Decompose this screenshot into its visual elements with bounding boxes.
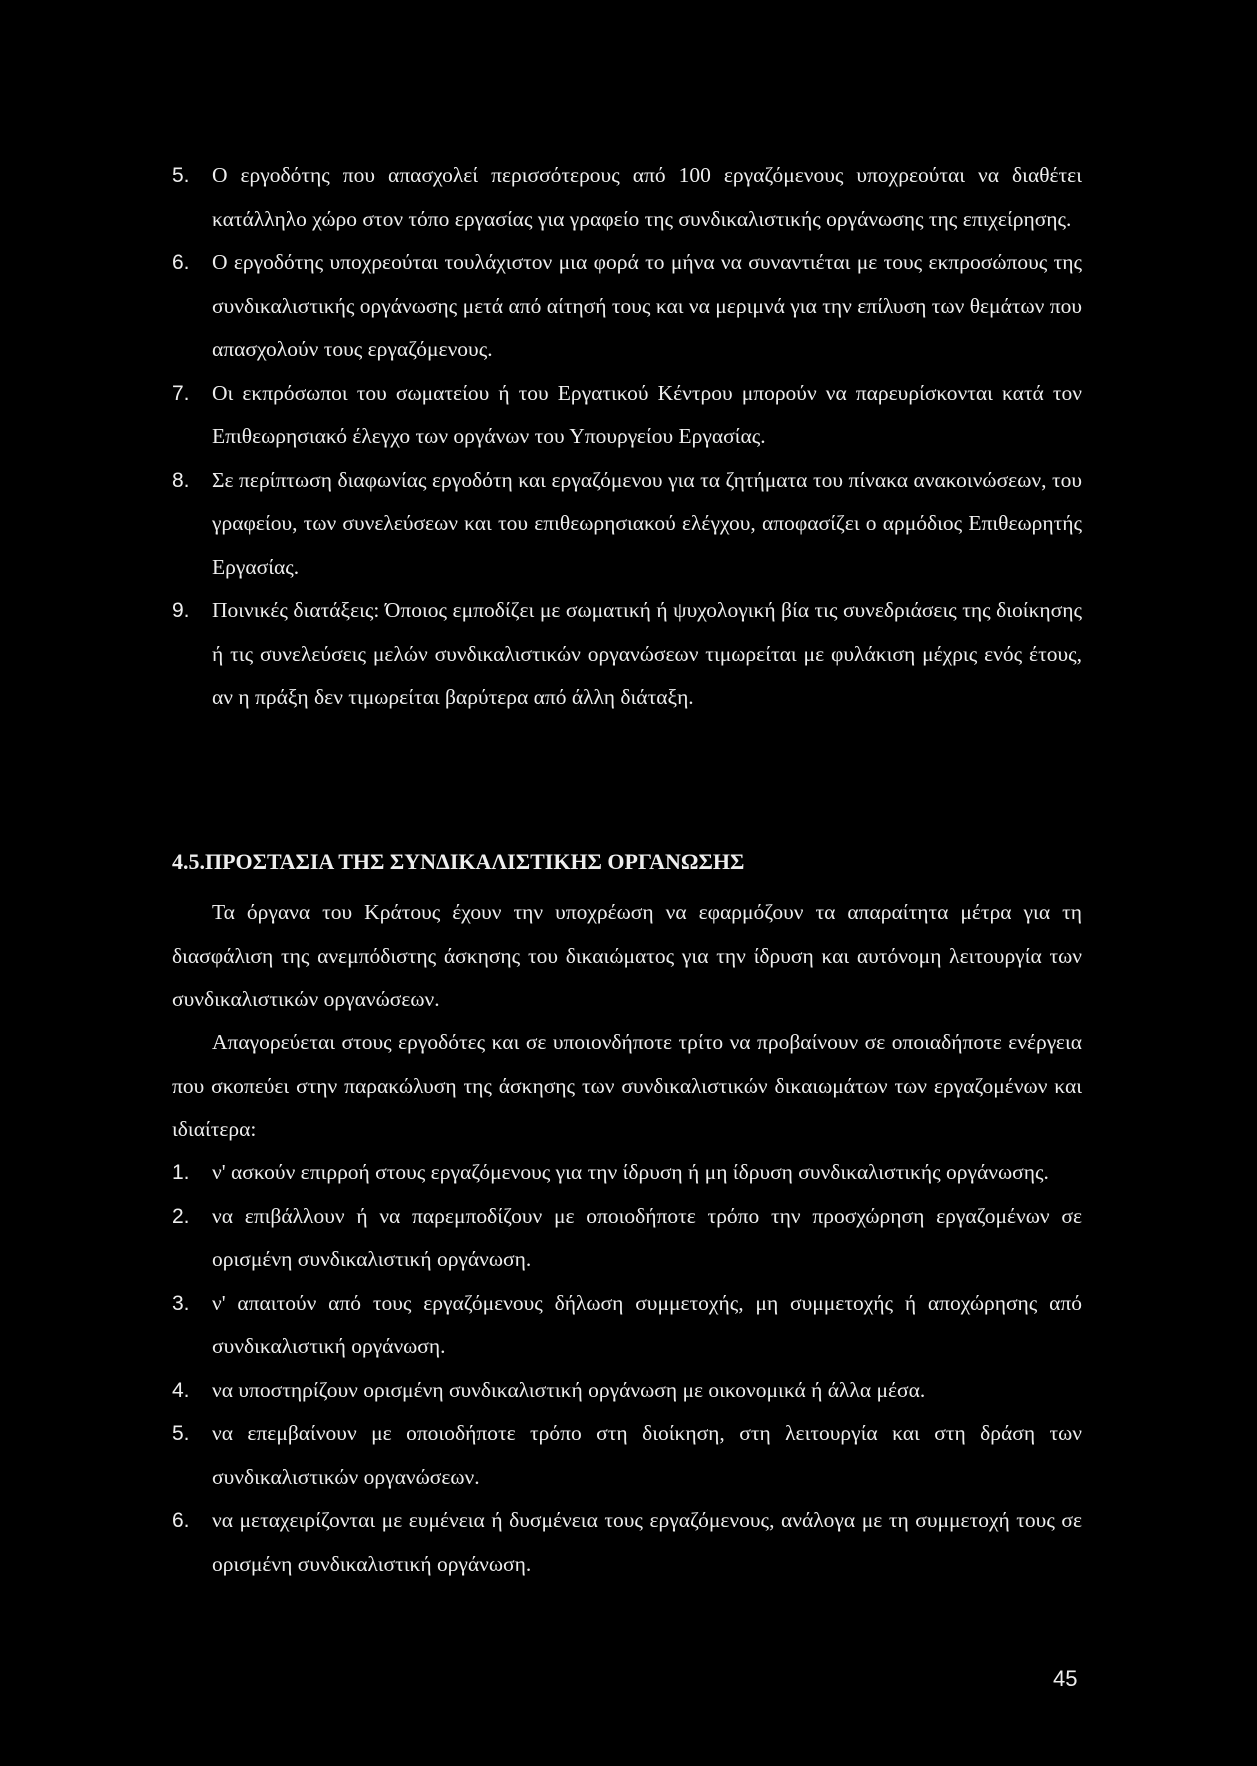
item-number: 3. <box>172 1291 190 1315</box>
list-item <box>172 1499 1082 1586</box>
item-text: Ο εργοδότης υποχρεούται τουλάχιστον μια φορά το μήνα να συναντιέται με τους εκπροσώπους της συνδικαλιστικής οργάνωσης μετά από αίτησή τους και να μεριμνά για την επίλυση των θεμάτων που απασχολούν τους εργαζόμενους. <box>212 250 1082 361</box>
list-item <box>172 154 1082 241</box>
item-text: ν' απαιτούν από τους εργαζόμενους δήλωση συμμετοχής, μη συμμετοχής ή αποχώρησης από συνδικαλιστική οργάνωση. <box>212 1290 1082 1358</box>
list-item <box>172 241 1082 372</box>
item-number: 5. <box>172 164 190 187</box>
provisions-list <box>172 154 1082 720</box>
item-text: να επεμβαίνουν με οποιοδήποτε τρόπο στη διοίκηση, στη λειτουργία και στη δράση των συνδικαλιστικών οργανώσεων. <box>212 1421 1082 1489</box>
paragraph: Απαγορεύεται στους εργοδότες και σε υποιονδήποτε τρίτο να προβαίνουν σε οποιαδήποτε ενέργεια που σκοπεύει στην παρακώλυση της άσκησης των συνδικαλιστικών δικαιωμάτων των εργαζομένων και ιδιαίτερα: <box>172 1030 1082 1141</box>
item-number: 8. <box>172 468 190 492</box>
list-item <box>172 1412 1082 1499</box>
item-number: 6. <box>172 1509 190 1532</box>
page-number: 45 <box>1053 1666 1078 1691</box>
list-item <box>172 372 1082 459</box>
item-text: να υποστηρίζουν ορισμένη συνδικαλιστική οργάνωση με οικονομικά ή άλλα μέσα. <box>212 1377 926 1402</box>
item-number: 7. <box>172 381 190 405</box>
list-item <box>172 459 1082 590</box>
paragraph: Τα όργανα του Κράτους έχουν την υποχρέωση να εφαρμόζουν τα απαραίτητα μέτρα για τη διασφάλιση της ανεμπόδιστης άσκησης του δικαιώματος για την ίδρυση και αυτόνομη λειτουργία των συνδικαλιστικών οργανώσεων. <box>172 900 1082 1011</box>
item-text: ν' ασκούν επιρροή στους εργαζόμενους για την ίδρυση ή μη ίδρυση συνδικαλιστικής οργάνωσης. <box>212 1160 1049 1184</box>
item-text: Οι εκπρόσωποι του σωματείου ή του Εργατικού Κέντρου μπορούν να παρευρίσκονται κατά τον Επιθεωρησιακό έλεγχο των οργάνων του Υπουργείου Εργασίας. <box>212 380 1082 448</box>
item-text: Ο εργοδότης που απασχολεί περισσότερους από 100 εργαζόμενους υποχρεούται να διαθέτει κατάλληλο χώρο στον τόπο εργασίας για γραφείο της συνδικαλιστικής οργάνωσης της επιχείρησης. <box>212 163 1082 231</box>
list-item <box>172 1195 1082 1282</box>
list-item <box>172 589 1082 720</box>
item-number: 2. <box>172 1204 190 1228</box>
item-text: να μεταχειρίζονται με ευμένεια ή δυσμένεια τους εργαζόμενους, ανάλογα με τη συμμετοχή τους σε ορισμένη συνδικαλιστική οργάνωση. <box>212 1508 1082 1576</box>
item-text: Ποινικές διατάξεις: Όποιος εμποδίζει με σωματική ή ψυχολογική βία τις συνεδριάσεις της διοίκησης ή τις συνελεύσεις μελών συνδικαλιστικών οργανώσεων τιμωρείται με φυλάκιση μέχρις ενός έτους, αν η πράξη δεν τιμωρείται βαρύτερα από άλλη διάταξη. <box>212 598 1082 709</box>
item-number: 5. <box>172 1422 190 1445</box>
list-item <box>172 1282 1082 1369</box>
item-text: Σε περίπτωση διαφωνίας εργοδότη και εργαζόμενου για τα ζητήματα του πίνακα ανακοινώσεων, του γραφείου, των συνελεύσεων και του επιθεωρησιακού ελέγχου, αποφασίζει ο αρμόδιος Επιθεωρητής Εργασίας. <box>212 467 1082 579</box>
prohibitions-list <box>172 1151 1082 1586</box>
list-item <box>172 1369 1082 1413</box>
item-number: 9. <box>172 599 190 622</box>
item-text: να επιβάλλουν ή να παρεμποδίζουν με οποιοδήποτε τρόπο την προσχώρηση εργαζομένων σε ορισμένη συνδικαλιστική οργάνωση. <box>212 1203 1082 1271</box>
list-item <box>172 1151 1082 1195</box>
section-heading: 4.5.ΠΡΟΣΤΑΣΙΑ ΤΗΣ ΣΥΝΔΙΚΑΛΙΣΤΙΚΗΣ ΟΡΓΑΝΩΣΗΣ <box>172 849 745 874</box>
item-number: 4. <box>172 1378 190 1402</box>
item-number: 1. <box>172 1161 190 1184</box>
item-number: 6. <box>172 251 190 274</box>
